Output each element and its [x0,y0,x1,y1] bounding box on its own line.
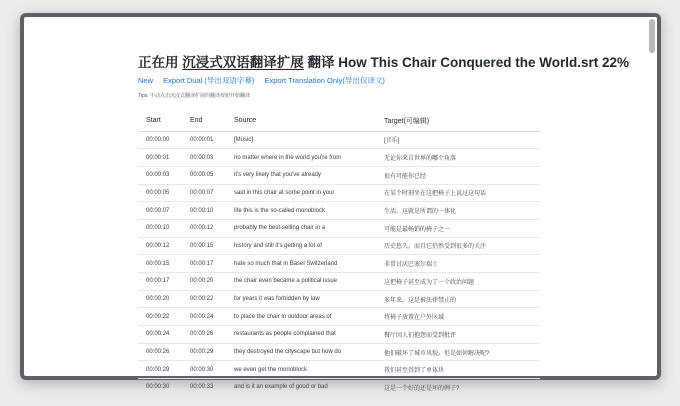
end-time-cell: 00:00:05 [182,166,226,184]
title-prefix: 正在用 [138,55,179,70]
end-time-cell: 00:00:17 [182,255,226,273]
target-text-cell[interactable]: 无论你来自世界的哪个角落 [376,149,540,167]
extension-link[interactable]: 沉浸式双语翻译扩展 [182,55,304,70]
action-bar [138,75,393,86]
target-text-cell[interactable]: 可能是最畅销的椅子之一 [376,219,540,237]
end-time-cell: 00:00:01 [182,131,226,149]
export-dual-button[interactable]: Export Dual (导出双语字幕) [163,76,255,85]
start-time-cell: 00:00:07 [138,202,182,220]
column-header-end: End [182,111,226,131]
table-row [138,361,540,379]
end-time-cell: 00:00:03 [182,149,226,167]
table-row [138,149,540,167]
end-time-cell: 00:00:12 [182,219,226,237]
source-text-cell: said in this chair at some point in your [226,184,376,202]
source-text-cell: it's very likely that you've already [226,166,376,184]
subtitle-table [138,111,540,397]
table-row [138,326,540,344]
source-text-cell: history and still it's getting a lot of [226,237,376,255]
start-time-cell: 00:00:05 [138,184,182,202]
table-row [138,290,540,308]
source-text-cell: the chair even became a political issue [226,273,376,291]
target-text-cell[interactable]: 他们破坏了城市风貌。但是如何解决呢? [376,343,540,361]
source-text-cell: life this is the so-called monoblock [226,202,376,220]
table-row [138,273,540,291]
start-time-cell: 00:00:30 [138,379,182,397]
end-time-cell: 00:00:22 [182,290,226,308]
column-header-target: Target(可编辑) [376,111,540,131]
source-text-cell: [Music] [226,131,376,149]
source-text-cell: they destroyed the cityscape but how do [226,343,376,361]
target-text-cell[interactable]: [音乐] [376,131,540,149]
start-time-cell: 00:00:12 [138,237,182,255]
new-button[interactable]: New [138,76,154,85]
target-text-cell[interactable]: 非常讨厌巴塞尔瑞士 [376,255,540,273]
end-time-cell: 00:00:10 [182,202,226,220]
end-time-cell: 00:00:20 [182,273,226,291]
target-text-cell[interactable]: 生活。这就是所谓的一体化 [376,202,540,220]
start-time-cell: 00:00:10 [138,219,182,237]
source-text-cell: no matter where in the world you're from [226,149,376,167]
target-text-cell[interactable]: 餐厅因人们抱怨而受到批评 [376,326,540,344]
table-row [138,131,540,149]
table-row [138,237,540,255]
start-time-cell: 00:00:22 [138,308,182,326]
start-time-cell: 00:00:00 [138,131,182,149]
table-header-row [138,111,540,131]
target-text-cell[interactable]: 多年来，这是被法律禁止的 [376,290,540,308]
table-row [138,343,540,361]
table-row [138,184,540,202]
start-time-cell: 00:00:26 [138,343,182,361]
end-time-cell: 00:00:15 [182,237,226,255]
source-text-cell: for years it was forbidden by law [226,290,376,308]
table-row [138,255,540,273]
source-text-cell: to place the chair in outdoor areas of [226,308,376,326]
end-time-cell: 00:00:33 [182,379,226,397]
export-translation-button[interactable]: Export Translation Only(导出仅译文) [264,76,385,85]
target-text-cell[interactable]: 我们甚至得到了单体块 [376,361,540,379]
end-time-cell: 00:00:26 [182,326,226,344]
end-time-cell: 00:00:29 [182,343,226,361]
target-text-cell[interactable]: 将椅子放置在户外区域 [376,308,540,326]
target-text-cell[interactable]: 很有可能你已经 [376,166,540,184]
vertical-scrollbar[interactable] [649,19,655,53]
source-text-cell: restaurants as people complained that [226,326,376,344]
page-title [138,51,629,71]
start-time-cell: 00:00:20 [138,290,182,308]
title-suffix: 翻译 How This Chair Conquered the World.srt 22% [307,55,630,70]
browser-window [20,13,661,392]
source-text-cell: we even get the monoblock [226,361,376,379]
column-header-start: Start [138,111,182,131]
table-row [138,308,540,326]
start-time-cell: 00:00:17 [138,273,182,291]
column-header-source: Source [226,111,376,131]
end-time-cell: 00:00:30 [182,361,226,379]
target-text-cell[interactable]: 在某个时刻坐在这把椅子上说过这句话 [376,184,540,202]
target-text-cell[interactable]: 这把椅子甚至成为了一个政治问题 [376,273,540,291]
source-text-cell: and is it an example of good or bad [226,379,376,397]
table-row [138,219,540,237]
source-text-cell: probably the best-selling chair in a [226,219,376,237]
start-time-cell: 00:00:24 [138,326,182,344]
table-row [138,379,540,397]
source-text-cell: hate so much that in Basel Switzerland [226,255,376,273]
tip-text: Tips: 手动点击沉浸式翻译扩展的翻译按钮开始翻译 [138,93,251,99]
table-row [138,202,540,220]
end-time-cell: 00:00:24 [182,308,226,326]
start-time-cell: 00:00:03 [138,166,182,184]
end-time-cell: 00:00:07 [182,184,226,202]
page-content [24,17,647,392]
start-time-cell: 00:00:15 [138,255,182,273]
start-time-cell: 00:00:29 [138,361,182,379]
start-time-cell: 00:00:01 [138,149,182,167]
target-text-cell[interactable]: 这是一个好的还是坏的例子? [376,379,540,397]
target-text-cell[interactable]: 历史悠久。而且它仍然受到很多的关注 [376,237,540,255]
table-row [138,166,540,184]
